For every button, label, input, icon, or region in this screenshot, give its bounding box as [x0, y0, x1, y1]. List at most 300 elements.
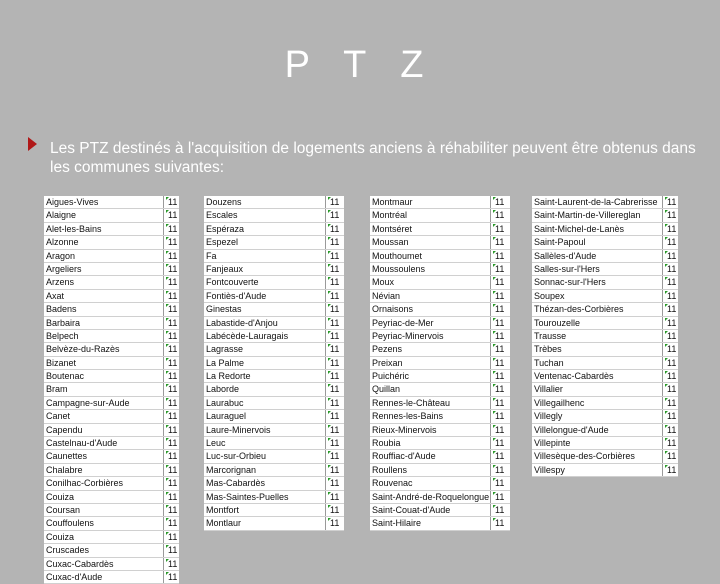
cell-divider [163, 477, 164, 489]
commune-name: Cuxac-Cabardès [46, 558, 114, 569]
department-code: 11 [168, 384, 178, 395]
table-row [532, 424, 678, 437]
cell-divider [662, 450, 663, 462]
table-row [44, 370, 179, 383]
table-row [370, 290, 510, 303]
table-row [532, 464, 678, 477]
table-row [44, 544, 179, 557]
department-code: 11 [330, 397, 340, 408]
cell-divider [662, 209, 663, 221]
commune-name: Fa [206, 250, 217, 261]
cell-divider [662, 196, 663, 208]
table-row [44, 464, 179, 477]
commune-name: Couiza [46, 531, 75, 542]
department-code: 11 [168, 357, 178, 368]
commune-name: Mas-Saintes-Puelles [206, 491, 289, 502]
commune-name: Moussan [372, 237, 409, 248]
commune-name: Névian [372, 290, 401, 301]
cell-divider [163, 276, 164, 288]
cell-divider [662, 424, 663, 436]
cell-divider [325, 504, 326, 516]
cell-divider [163, 209, 164, 221]
table-row [370, 383, 510, 396]
commune-name: Cuxac-d'Aude [46, 571, 103, 582]
cell-divider [163, 357, 164, 369]
commune-name: Tuchan [534, 357, 564, 368]
cell-divider [662, 464, 663, 476]
department-code: 11 [168, 411, 178, 422]
department-code: 11 [495, 223, 505, 234]
table-row [44, 223, 179, 236]
department-code: 11 [168, 438, 178, 449]
commune-name: Roubia [372, 438, 401, 449]
commune-name: Espéraza [206, 223, 245, 234]
department-code: 11 [495, 424, 505, 435]
commune-name: Villegly [534, 411, 563, 422]
table-row [532, 250, 678, 263]
cell-divider [662, 303, 663, 315]
commune-name: Saint-Michel-de-Lanès [534, 223, 625, 234]
cell-divider [325, 223, 326, 235]
department-code: 11 [168, 344, 178, 355]
cell-divider [163, 571, 164, 583]
commune-name: Labastide-d'Anjou [206, 317, 278, 328]
slide-title: P T Z [284, 44, 436, 86]
table-row [44, 517, 179, 530]
cell-divider [163, 370, 164, 382]
commune-name: Villesèque-des-Corbières [534, 451, 635, 462]
table-row [532, 437, 678, 450]
department-code: 11 [667, 330, 677, 341]
commune-name: Coursan [46, 504, 81, 515]
table-row [204, 303, 344, 316]
department-code: 11 [330, 438, 340, 449]
commune-name: Mas-Cabardès [206, 478, 266, 489]
department-code: 11 [495, 357, 505, 368]
cell-divider [163, 196, 164, 208]
commune-name: Rieux-Minervois [372, 424, 437, 435]
cell-divider [490, 357, 491, 369]
cell-divider [325, 343, 326, 355]
department-code: 11 [495, 478, 505, 489]
commune-name: Saint-Couat-d'Aude [372, 504, 451, 515]
commune-name: Lauraguel [206, 411, 247, 422]
cell-divider [163, 397, 164, 409]
commune-name: Tourouzelle [534, 317, 581, 328]
commune-name: Mouthoumet [372, 250, 423, 261]
cell-divider [662, 236, 663, 248]
table-row [370, 464, 510, 477]
cell-divider [325, 517, 326, 529]
department-code: 11 [667, 304, 677, 315]
cell-divider [490, 290, 491, 302]
commune-name: Argeliers [46, 263, 82, 274]
commune-name: Castelnau-d'Aude [46, 438, 118, 449]
table-row [532, 236, 678, 249]
department-code: 11 [667, 371, 677, 382]
cell-divider [325, 317, 326, 329]
cell-divider [325, 303, 326, 315]
department-code: 11 [168, 451, 178, 462]
cell-divider [325, 383, 326, 395]
commune-name: Laborde [206, 384, 240, 395]
table-row [44, 383, 179, 396]
intro-text: Les PTZ destinés à l'acquisition de logements anciens à réhabiliter peuvent être obtenus dans les communes suivantes: [50, 140, 696, 176]
cell-divider [325, 477, 326, 489]
commune-name: Saint-Laurent-de-la-Cabrerisse [534, 197, 658, 207]
commune-name: Montséret [372, 223, 413, 234]
cell-divider [490, 424, 491, 436]
commune-name: Thézan-des-Corbières [534, 304, 624, 315]
department-code: 11 [330, 464, 340, 475]
cell-divider [490, 517, 491, 529]
cell-divider [490, 330, 491, 342]
table-row [532, 196, 678, 209]
cell-divider [490, 250, 491, 262]
table-row [44, 209, 179, 222]
department-code: 11 [495, 518, 505, 529]
table-row [44, 531, 179, 544]
table-row [44, 196, 179, 209]
table-row [532, 263, 678, 276]
table-row [532, 383, 678, 396]
table-row [532, 330, 678, 343]
commune-name: La Palme [206, 357, 245, 368]
commune-name: Salles-sur-l'Hers [534, 263, 600, 274]
department-code: 11 [330, 518, 340, 529]
commune-name: Montréal [372, 210, 408, 221]
department-code: 11 [330, 210, 340, 221]
cell-divider [662, 250, 663, 262]
cell-divider [490, 504, 491, 516]
table-row [370, 517, 510, 530]
department-code: 11 [667, 464, 677, 475]
department-code: 11 [495, 263, 505, 274]
department-code: 11 [495, 330, 505, 341]
commune-name: Rouvenac [372, 478, 413, 489]
table-row [204, 357, 344, 370]
table-row [204, 504, 344, 517]
table-row [532, 276, 678, 289]
table-row [204, 290, 344, 303]
table-row [370, 504, 510, 517]
commune-name: Laurabuc [206, 397, 244, 408]
table-row [370, 343, 510, 356]
table-row [370, 330, 510, 343]
cell-divider [490, 209, 491, 221]
table-row [44, 491, 179, 504]
department-code: 11 [330, 357, 340, 368]
cell-divider [163, 531, 164, 543]
commune-name: Barbaira [46, 317, 81, 328]
department-code: 11 [168, 223, 178, 234]
cell-divider [662, 223, 663, 235]
department-code: 11 [168, 504, 178, 515]
commune-name: La Redorte [206, 371, 251, 382]
commune-name: Leuc [206, 438, 226, 449]
table-row [370, 424, 510, 437]
table-row [44, 276, 179, 289]
department-code: 11 [168, 545, 178, 556]
commune-name: Peyriac-Minervois [372, 330, 444, 341]
cell-divider [163, 383, 164, 395]
cell-divider [662, 410, 663, 422]
commune-name: Caunettes [46, 451, 88, 462]
table-row [204, 343, 344, 356]
table-row [204, 424, 344, 437]
cell-divider [662, 276, 663, 288]
cell-divider [163, 263, 164, 275]
commune-name: Chalabre [46, 464, 83, 475]
commune-name: Montmaur [372, 197, 413, 207]
cell-divider [163, 303, 164, 315]
commune-name: Montfort [206, 504, 240, 515]
cell-divider [163, 504, 164, 516]
commune-name: Fanjeaux [206, 263, 244, 274]
department-code: 11 [495, 304, 505, 315]
table-row [532, 303, 678, 316]
department-code: 11 [667, 317, 677, 328]
cell-divider [662, 437, 663, 449]
table-row [44, 290, 179, 303]
table-row [204, 330, 344, 343]
department-code: 11 [330, 330, 340, 341]
table-row [370, 276, 510, 289]
department-code: 11 [330, 250, 340, 261]
cell-divider [163, 236, 164, 248]
cell-divider [163, 450, 164, 462]
commune-name: Capendu [46, 424, 83, 435]
commune-name: Fontcouverte [206, 277, 259, 288]
bullet-marker [28, 137, 37, 151]
commune-name: Lagrasse [206, 344, 244, 355]
department-code: 11 [667, 277, 677, 288]
commune-name: Aragon [46, 250, 76, 261]
table-row [44, 504, 179, 517]
table-row [370, 357, 510, 370]
table-row [532, 290, 678, 303]
table-row [44, 558, 179, 571]
commune-name: Soupex [534, 290, 565, 301]
table-row [204, 464, 344, 477]
cell-divider [662, 357, 663, 369]
commune-name: Villespy [534, 464, 565, 475]
commune-name: Ginestas [206, 304, 242, 315]
cell-divider [325, 450, 326, 462]
cell-divider [490, 477, 491, 489]
commune-name: Saint-Hilaire [372, 518, 422, 529]
cell-divider [490, 370, 491, 382]
table-row [532, 370, 678, 383]
table-row [44, 450, 179, 463]
department-code: 11 [168, 518, 178, 529]
department-code: 11 [330, 277, 340, 288]
department-code: 11 [330, 290, 340, 301]
commune-name: Villalier [534, 384, 563, 395]
cell-divider [163, 491, 164, 503]
department-code: 11 [330, 263, 340, 274]
table-row [44, 477, 179, 490]
commune-name: Conilhac-Corbières [46, 478, 124, 489]
department-code: 11 [330, 451, 340, 462]
cell-divider [490, 317, 491, 329]
table-row [44, 571, 179, 584]
cell-divider [163, 544, 164, 556]
department-code: 11 [495, 397, 505, 408]
commune-name: Arzens [46, 277, 75, 288]
table-row [532, 209, 678, 222]
department-code: 11 [667, 197, 677, 207]
table-row [204, 437, 344, 450]
table-row [204, 383, 344, 396]
department-code: 11 [330, 304, 340, 315]
commune-name: Aigues-Vives [46, 197, 99, 207]
commune-name: Escales [206, 210, 238, 221]
department-code: 11 [168, 558, 178, 569]
department-code: 11 [495, 504, 505, 515]
commune-name: Boutenac [46, 371, 85, 382]
cell-divider [325, 236, 326, 248]
cell-divider [662, 370, 663, 382]
cell-divider [490, 383, 491, 395]
department-code: 11 [330, 197, 340, 207]
department-code: 11 [495, 464, 505, 475]
commune-name: Moux [372, 277, 395, 288]
cell-divider [325, 290, 326, 302]
table-row [532, 450, 678, 463]
department-code: 11 [168, 531, 178, 542]
table-row [370, 397, 510, 410]
department-code: 11 [330, 491, 340, 502]
cell-divider [325, 276, 326, 288]
department-code: 11 [667, 451, 677, 462]
department-code: 11 [667, 250, 677, 261]
cell-divider [163, 317, 164, 329]
commune-name: Luc-sur-Orbieu [206, 451, 267, 462]
department-code: 11 [495, 237, 505, 248]
table-row [370, 263, 510, 276]
communes-table-1 [44, 196, 179, 584]
department-code: 11 [667, 438, 677, 449]
department-code: 11 [168, 491, 178, 502]
table-row [204, 450, 344, 463]
table-row [370, 410, 510, 423]
table-row [370, 250, 510, 263]
department-code: 11 [168, 197, 178, 207]
table-row [370, 317, 510, 330]
department-code: 11 [495, 290, 505, 301]
department-code: 11 [168, 464, 178, 475]
table-row [44, 437, 179, 450]
department-code: 11 [495, 277, 505, 288]
table-row [370, 477, 510, 490]
commune-name: Trausse [534, 330, 567, 341]
commune-name: Cruscades [46, 545, 90, 556]
cell-divider [662, 290, 663, 302]
table-row [44, 410, 179, 423]
commune-name: Canet [46, 411, 71, 422]
commune-name: Laure-Minervois [206, 424, 271, 435]
department-code: 11 [330, 424, 340, 435]
table-row [44, 343, 179, 356]
department-code: 11 [168, 263, 178, 274]
cell-divider [662, 330, 663, 342]
commune-name: Alet-les-Bains [46, 223, 102, 234]
cell-divider [490, 343, 491, 355]
department-code: 11 [495, 411, 505, 422]
department-code: 11 [168, 371, 178, 382]
table-row [532, 223, 678, 236]
table-row [370, 370, 510, 383]
department-code: 11 [168, 290, 178, 301]
commune-name: Marcorignan [206, 464, 257, 475]
commune-name: Puichéric [372, 371, 410, 382]
department-code: 11 [495, 438, 505, 449]
department-code: 11 [168, 478, 178, 489]
cell-divider [325, 357, 326, 369]
commune-name: Bram [46, 384, 68, 395]
cell-divider [325, 437, 326, 449]
cell-divider [662, 397, 663, 409]
cell-divider [662, 343, 663, 355]
table-row [532, 397, 678, 410]
table-row [370, 450, 510, 463]
cell-divider [325, 410, 326, 422]
cell-divider [662, 263, 663, 275]
communes-table-2 [204, 196, 344, 531]
table-row [532, 317, 678, 330]
commune-name: Campagne-sur-Aude [46, 397, 130, 408]
cell-divider [325, 370, 326, 382]
table-row [44, 303, 179, 316]
department-code: 11 [667, 424, 677, 435]
department-code: 11 [495, 371, 505, 382]
department-code: 11 [330, 223, 340, 234]
table-row [44, 317, 179, 330]
cell-divider [490, 236, 491, 248]
department-code: 11 [667, 263, 677, 274]
cell-divider [490, 450, 491, 462]
communes-table-4 [532, 196, 678, 477]
table-row [370, 209, 510, 222]
table-row [204, 196, 344, 209]
department-code: 11 [168, 424, 178, 435]
commune-name: Roullens [372, 464, 408, 475]
cell-divider [325, 397, 326, 409]
department-code: 11 [495, 197, 505, 207]
cell-divider [163, 330, 164, 342]
cell-divider [490, 276, 491, 288]
commune-name: Saint-Martin-de-Villereglan [534, 210, 641, 221]
cell-divider [163, 464, 164, 476]
table-row [370, 236, 510, 249]
department-code: 11 [168, 304, 178, 315]
department-code: 11 [667, 223, 677, 234]
cell-divider [490, 437, 491, 449]
department-code: 11 [667, 210, 677, 221]
commune-name: Bizanet [46, 357, 77, 368]
table-row [204, 370, 344, 383]
cell-divider [490, 223, 491, 235]
department-code: 11 [667, 384, 677, 395]
cell-divider [662, 383, 663, 395]
cell-divider [163, 517, 164, 529]
commune-name: Alaigne [46, 210, 77, 221]
cell-divider [325, 464, 326, 476]
cell-divider [490, 196, 491, 208]
commune-name: Villelongue-d'Aude [534, 424, 609, 435]
commune-name: Rouffiac-d'Aude [372, 451, 436, 462]
